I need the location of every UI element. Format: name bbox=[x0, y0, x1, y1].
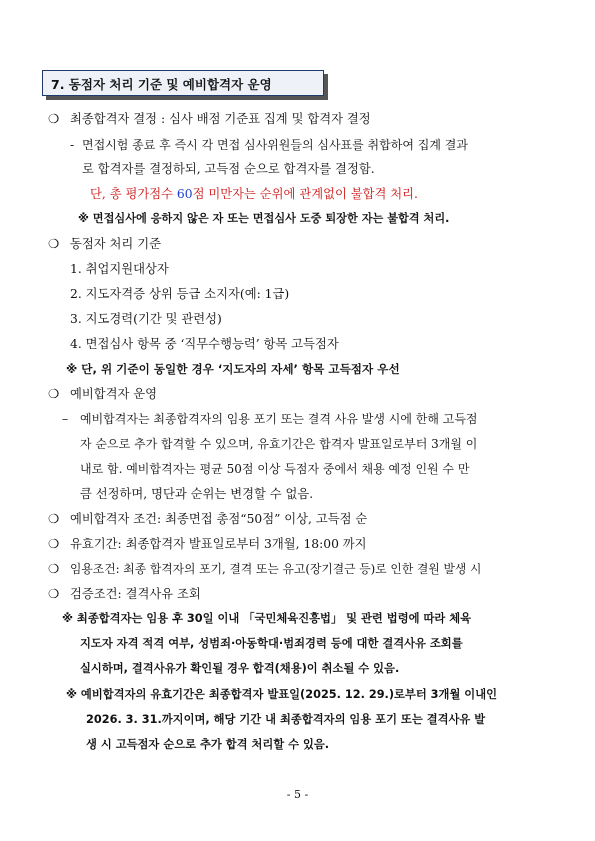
bullet-icon: ❍ bbox=[48, 387, 60, 401]
final-pass-text-a: 면접시험 종료 후 즉시 각 면접 심사위원들의 심사표를 취합하여 집계 결과 bbox=[82, 138, 468, 152]
tie-rule-item: 1. 취업지원대상자 bbox=[70, 262, 169, 276]
appointment-condition: 임용조건: 최종 합격자의 포기, 결격 또는 유고(장기결근 등)로 인한 결원 발생 시 bbox=[70, 562, 482, 576]
fail-threshold-note: 단, 총 평가점수 60점 미만자는 순위에 관계없이 불합격 처리. bbox=[90, 187, 418, 201]
reserve-heading: 예비합격자 운영 bbox=[70, 387, 158, 401]
verification-note-c: 실시하며, 결격사유가 확인될 경우 합격(채용)이 취소될 수 있음. bbox=[80, 662, 400, 675]
verification-note-a: ※ 최종합격자는 임용 후 30일 이내 「국민체육진흥법」 및 관련 법령에 따라 체육 bbox=[62, 612, 472, 625]
reserve-validity-note-c: 생 시 고득점자 순으로 추가 합격 처리할 수 있음. bbox=[86, 738, 330, 751]
tie-rule-item: 2. 지도자격증 상위 등급 소지자(예: 1급) bbox=[70, 287, 290, 301]
tie-rule-heading: 동점자 처리 기준 bbox=[70, 237, 161, 251]
validity-period: 유효기간: 최종합격자 발표일로부터 3개월, 18:00 까지 bbox=[70, 537, 367, 551]
tie-rule-note: ※ 단, 위 기준이 동일한 경우 ‘지도자의 자세’ 항목 고득점자 우선 bbox=[66, 362, 400, 376]
bullet-icon: ❍ bbox=[48, 112, 60, 126]
section-title-box bbox=[42, 70, 324, 96]
tie-rule-item: 4. 면접심사 항목 중 ‘직무수행능력’ 항목 고득점자 bbox=[70, 337, 339, 351]
bullet-icon: ❍ bbox=[48, 537, 60, 551]
verification-condition: 검증조건: 결격사유 조회 bbox=[70, 587, 201, 601]
threshold-score: 60 bbox=[176, 187, 193, 201]
dash-marker: - bbox=[70, 138, 75, 152]
tie-rule-item: 3. 지도경력(기간 및 관련성) bbox=[70, 312, 222, 326]
reserve-text-b: 자 순으로 추가 합격할 수 있으며, 유효기간은 합격자 발표일로부터 3개월 이 bbox=[80, 437, 478, 451]
absence-note: ※ 면접심사에 응하지 않은 자 또는 면접심사 도중 퇴장한 자는 불합격 처리. bbox=[78, 212, 450, 225]
reserve-validity-note-a: ※ 예비합격자의 유효기간은 최종합격자 발표일(2025. 12. 29.)로부터 3개월 이내인 bbox=[66, 688, 498, 701]
bullet-icon: ❍ bbox=[48, 562, 60, 576]
reserve-text-d: 큼 선정하며, 명단과 순위는 변경할 수 없음. bbox=[80, 487, 314, 501]
final-pass-text-b: 로 합격자를 결정하되, 고득점 순으로 합격자를 결정함. bbox=[82, 162, 375, 176]
bullet-icon: ❍ bbox=[48, 587, 60, 601]
reserve-validity-note-b: 2026. 3. 31.까지이며, 해당 기간 내 최종합격자의 임용 포기 또는 결격사유 발 bbox=[86, 713, 486, 726]
final-pass-heading: 최종합격자 결정 : 심사 배점 기준표 집계 및 합격자 결정 bbox=[70, 112, 371, 126]
dash-marker: – bbox=[62, 412, 69, 426]
bullet-icon: ❍ bbox=[48, 237, 60, 251]
bullet-icon: ❍ bbox=[48, 512, 60, 526]
reserve-text-c: 내로 함. 예비합격자는 평균 50점 이상 득점자 중에서 채용 예정 인원 수 만 bbox=[80, 462, 470, 476]
reserve-condition: 예비합격자 조건: 최종면접 총점“50점” 이상, 고득점 순 bbox=[70, 512, 368, 526]
page-number: - 5 - bbox=[286, 788, 309, 801]
reserve-text-a: 예비합격자는 최종합격자의 임용 포기 또는 결격 사유 발생 시에 한해 고득점 bbox=[80, 412, 478, 426]
section-title: 7. 동점자 처리 기준 및 예비합격자 운영 bbox=[51, 77, 272, 92]
verification-note-b: 지도자 자격 적격 여부, 성범죄·아동학대·범죄경력 등에 대한 결격사유 조회를 bbox=[80, 637, 463, 650]
